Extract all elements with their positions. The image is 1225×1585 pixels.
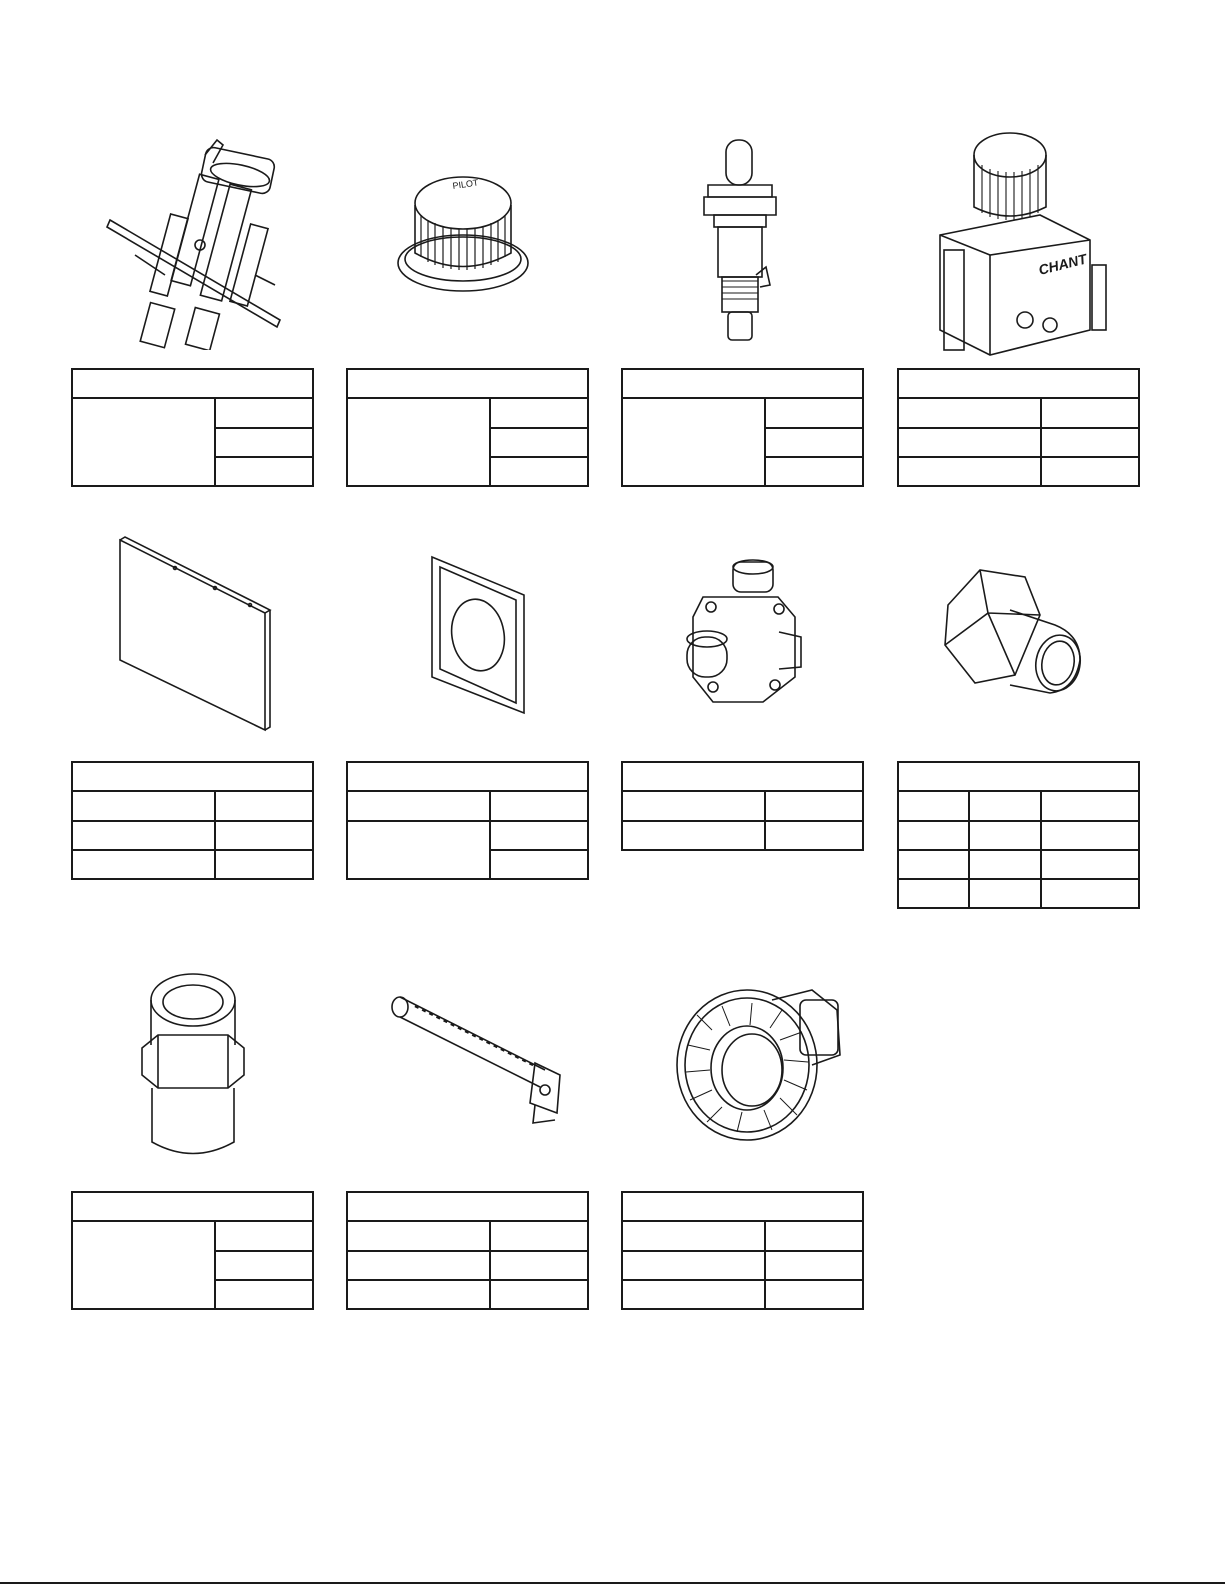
pilot-assembly-icon — [105, 135, 295, 350]
table-divider — [216, 1250, 312, 1252]
table-divider — [899, 878, 1138, 880]
table-header — [348, 763, 587, 792]
part-table-4 — [897, 368, 1140, 487]
part-table-3 — [621, 368, 864, 487]
regulator-icon — [683, 557, 803, 707]
table-divider — [899, 427, 1138, 429]
table-divider — [73, 849, 312, 851]
table-header — [348, 370, 587, 399]
table-divider — [216, 427, 312, 429]
table-divider — [766, 427, 862, 429]
table-header — [899, 763, 1138, 792]
gas-valve-icon — [930, 125, 1110, 360]
part-table-2 — [346, 368, 589, 487]
part-table-7 — [621, 761, 864, 851]
flame-spreader-icon — [672, 970, 847, 1145]
table-divider — [489, 1221, 491, 1310]
knob-label-text: PILOT — [451, 177, 480, 191]
table-header — [348, 1193, 587, 1222]
table-divider — [766, 456, 862, 458]
table-divider — [348, 820, 587, 822]
part-table-1 — [71, 368, 314, 487]
brand-text: CHANT — [1036, 250, 1089, 278]
table-divider — [489, 791, 491, 880]
table-divider — [491, 456, 587, 458]
table-divider — [214, 398, 216, 487]
table-divider — [491, 427, 587, 429]
table-divider — [216, 456, 312, 458]
table-divider — [623, 1250, 862, 1252]
part-table-10 — [346, 1191, 589, 1310]
table-divider — [491, 849, 587, 851]
table-divider — [899, 849, 1138, 851]
table-header — [623, 1193, 862, 1222]
hex-fitting-icon — [940, 565, 1090, 695]
gasket-plate-icon — [428, 555, 528, 715]
panel-icon — [115, 535, 275, 735]
part-table-5 — [71, 761, 314, 880]
footer-rule — [0, 1582, 1225, 1584]
table-header — [623, 763, 862, 792]
table-divider — [899, 820, 1138, 822]
table-header — [899, 370, 1138, 399]
table-divider — [1040, 398, 1042, 487]
table-divider — [348, 1279, 587, 1281]
table-divider — [764, 1221, 766, 1310]
piezo-igniter-icon — [700, 135, 780, 345]
table-header — [73, 370, 312, 399]
part-table-6 — [346, 761, 589, 880]
table-header — [73, 1193, 312, 1222]
part-table-8 — [897, 761, 1140, 909]
table-divider — [623, 1279, 862, 1281]
table-divider — [73, 820, 312, 822]
table-divider — [489, 398, 491, 487]
table-divider — [214, 791, 216, 880]
part-table-9 — [71, 1191, 314, 1310]
table-divider — [216, 1279, 312, 1281]
table-divider — [214, 1221, 216, 1310]
part-table-11 — [621, 1191, 864, 1310]
table-divider — [899, 456, 1138, 458]
table-header — [623, 370, 862, 399]
table-divider — [348, 1250, 587, 1252]
table-divider — [623, 820, 862, 822]
table-header — [73, 763, 312, 792]
burner-tube-icon — [385, 995, 565, 1125]
control-knob-icon — [393, 165, 533, 295]
coupling-icon — [138, 970, 248, 1160]
table-divider — [764, 398, 766, 487]
